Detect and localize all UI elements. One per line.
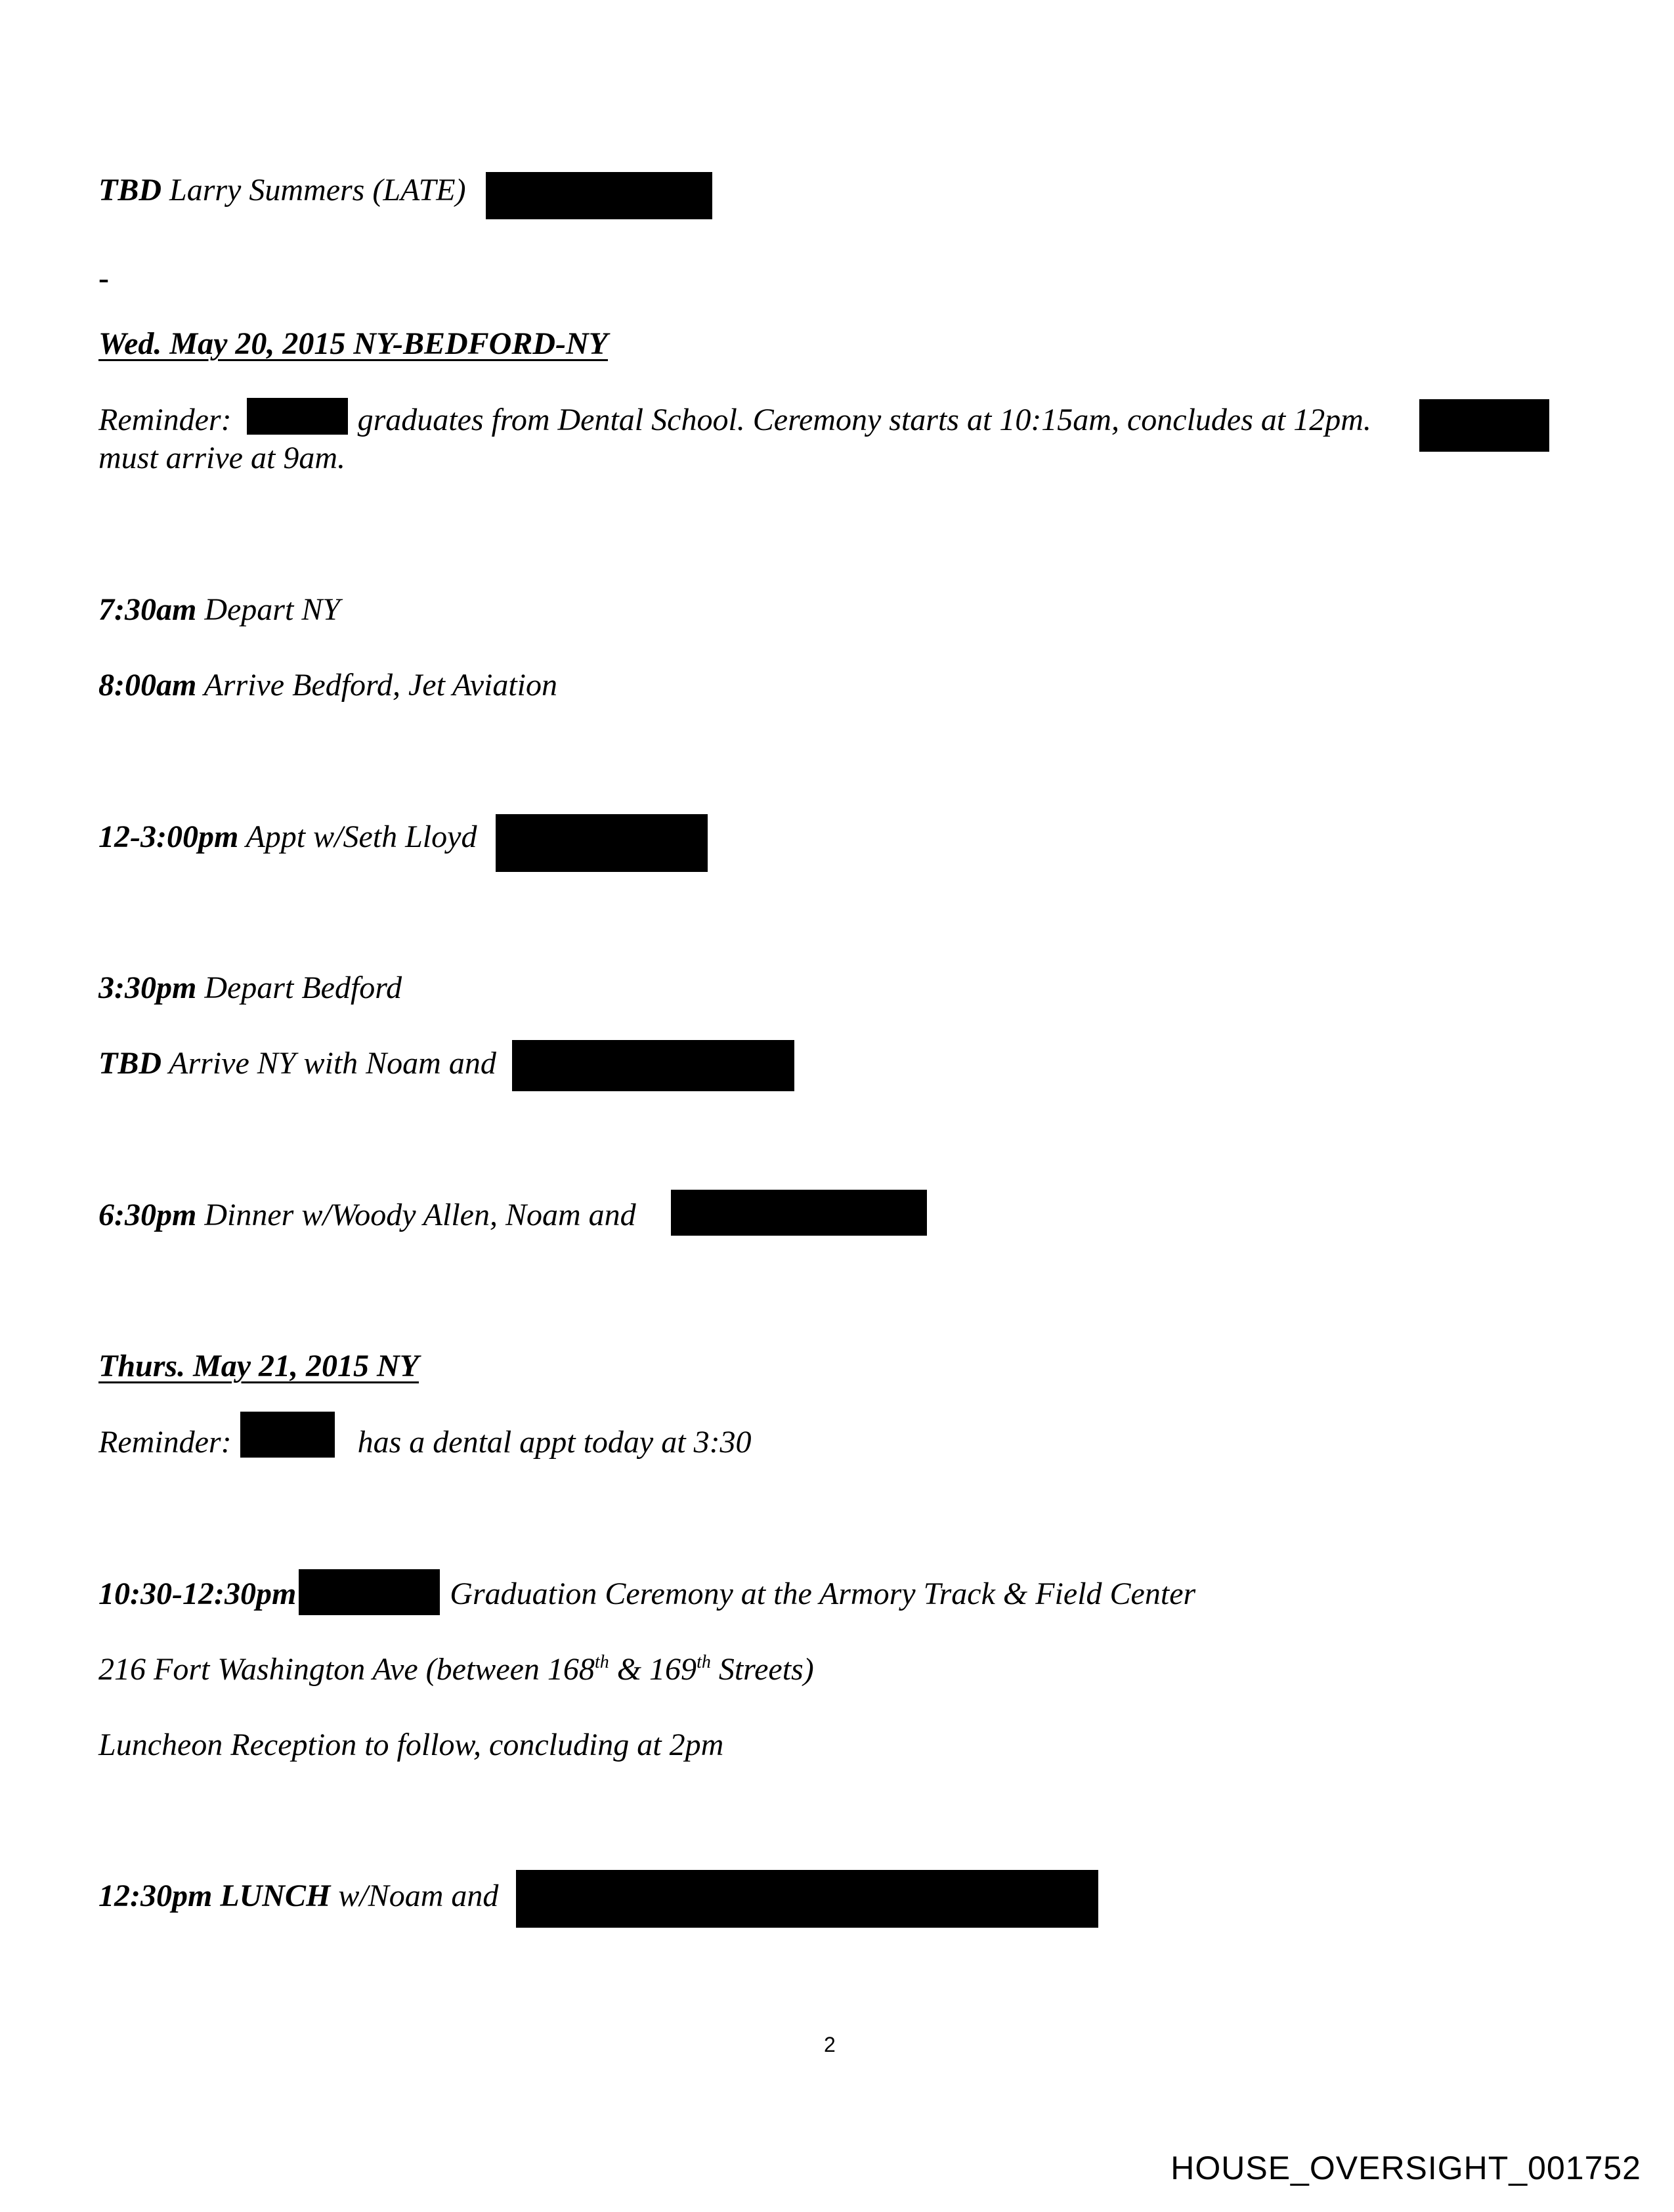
entry-text: Arrive NY with Noam and	[169, 1046, 496, 1081]
entry-tbd-summers	[98, 175, 466, 206]
entry-time: TBD	[98, 173, 161, 207]
graduation-address	[98, 1654, 814, 1685]
date-header-thu: Thurs. May 21, 2015 NY	[98, 1349, 419, 1383]
thu-reminder	[98, 1427, 752, 1458]
reminder-label: Reminder:	[98, 402, 232, 437]
address-part: Streets)	[710, 1652, 814, 1687]
entry-graduation	[98, 1578, 1195, 1610]
entry-appt-lloyd	[98, 821, 477, 853]
entry-time: 3:30pm	[98, 970, 197, 1005]
entry-time: TBD	[98, 1046, 161, 1081]
redaction-box	[486, 172, 712, 219]
entry-arrive-bedford	[98, 670, 557, 701]
address-part: 216 Fort Washington Ave (between 168	[98, 1652, 595, 1687]
entry-text: w/Noam and	[338, 1878, 499, 1913]
address-part: & 169	[609, 1652, 697, 1687]
entry-time: 12-3:00pm	[98, 819, 239, 854]
entry-time: 8:00am	[98, 668, 197, 703]
page-number: 2	[824, 2033, 836, 2056]
entry-arrive-ny	[98, 1048, 496, 1079]
redaction-box	[516, 1870, 1098, 1928]
redaction-box	[512, 1040, 794, 1091]
redaction-box	[496, 814, 708, 872]
entry-time: 7:30am	[98, 592, 197, 627]
wed-reminder-cont: must arrive at 9am.	[98, 441, 345, 475]
entry-text: Arrive Bedford, Jet Aviation	[204, 668, 558, 703]
luncheon-note: Luncheon Reception to follow, concluding at 2pm	[98, 1727, 724, 1762]
entry-lunch	[98, 1880, 498, 1912]
reminder-label: Reminder:	[98, 1425, 232, 1460]
entry-time: 6:30pm	[98, 1198, 197, 1232]
entry-time: 12:30pm LUNCH	[98, 1878, 331, 1913]
entry-text: Dinner w/Woody Allen, Noam and	[204, 1198, 636, 1232]
entry-text: Depart NY	[204, 592, 341, 627]
entry-text: Graduation Ceremony at the Armory Track & Field Center	[450, 1576, 1196, 1611]
entry-time: 10:30-12:30pm	[98, 1576, 297, 1611]
entry-depart-bedford	[98, 972, 402, 1004]
reminder-text: has a dental appt today at 3:30	[357, 1425, 752, 1460]
entry-dinner	[98, 1200, 636, 1231]
entry-text: Depart Bedford	[204, 970, 402, 1005]
redaction-box	[240, 1412, 335, 1458]
entry-text: Larry Summers (LATE)	[169, 173, 466, 207]
ordinal-suffix: th	[697, 1652, 711, 1672]
redaction-box	[1419, 399, 1549, 452]
date-header-wed: Wed. May 20, 2015 NY-BEDFORD-NY	[98, 326, 608, 361]
bates-number: HOUSE_OVERSIGHT_001752	[1170, 2150, 1641, 2186]
entry-depart-ny	[98, 594, 340, 626]
entry-text: Appt w/Seth Lloyd	[246, 819, 477, 854]
redaction-box	[247, 398, 348, 435]
reminder-text: graduates from Dental School. Ceremony starts at 10:15am, concludes at 12pm.	[357, 402, 1371, 437]
redaction-box	[671, 1190, 927, 1236]
redaction-box	[299, 1569, 440, 1615]
dash-separator: -	[98, 261, 109, 295]
ordinal-suffix: th	[594, 1652, 609, 1672]
